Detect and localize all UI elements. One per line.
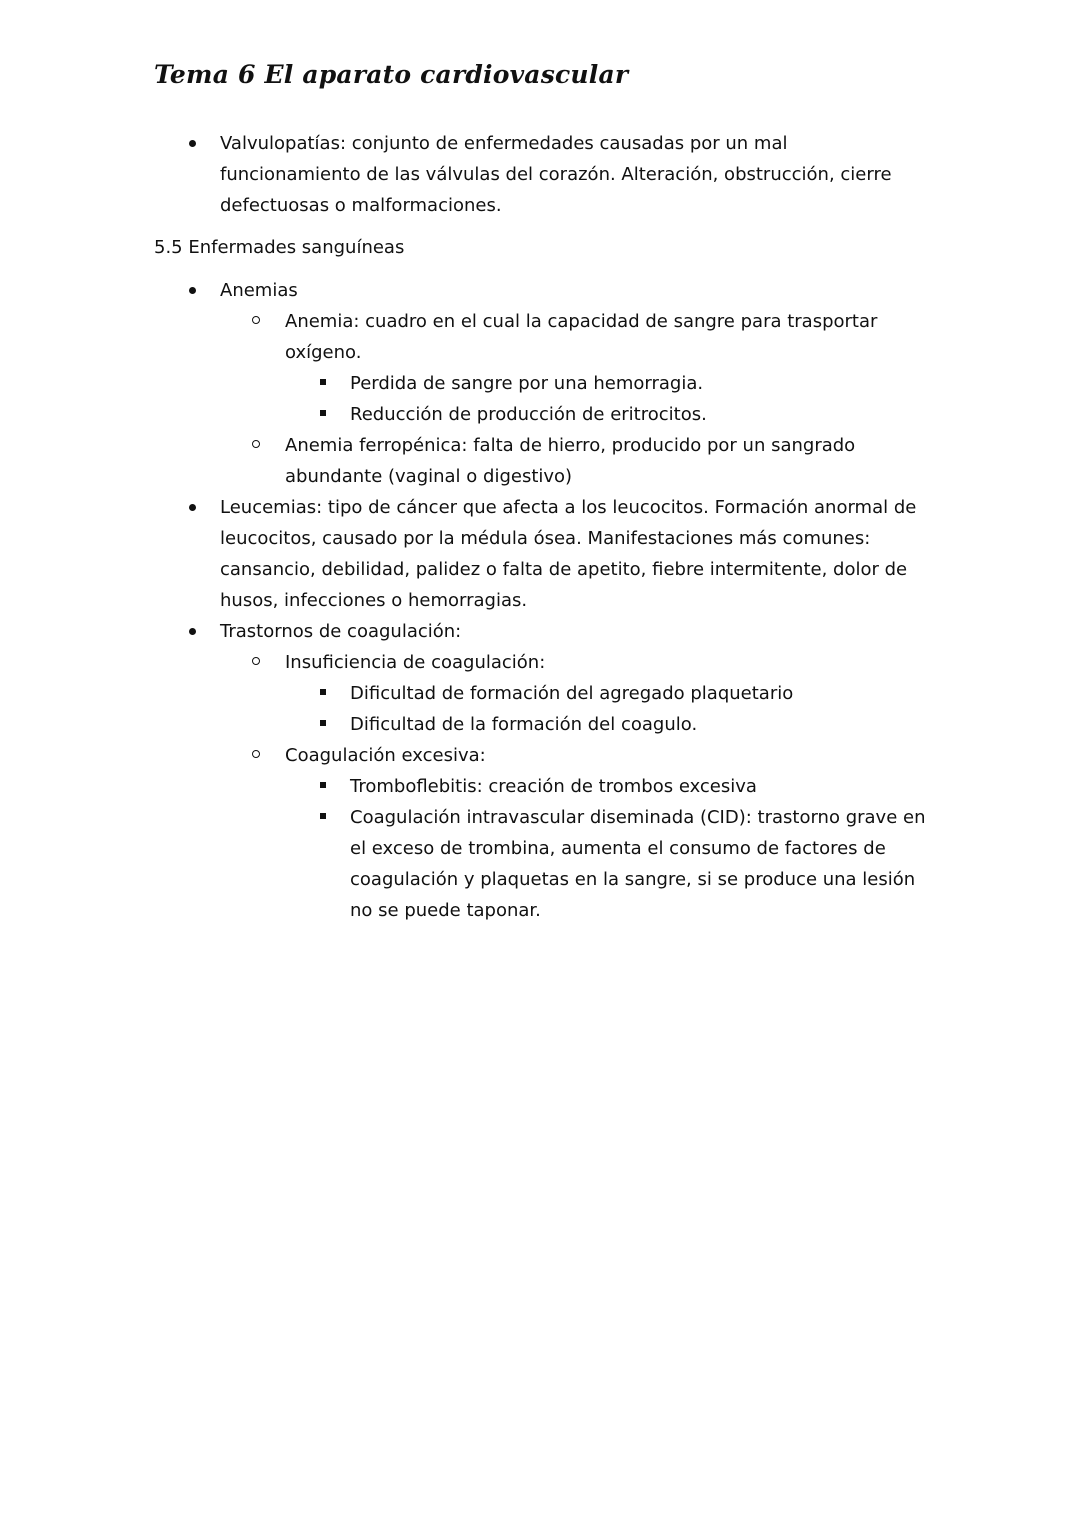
square-bullet-icon [320, 813, 326, 819]
document-body [0, 128, 1080, 926]
list-item-trastornos [220, 616, 926, 926]
point-item-text: Perdida de sangre por una hemorragia. [350, 373, 704, 394]
circle-bullet-icon [252, 750, 260, 758]
page-title: Tema 6 El aparato cardiovascular [154, 60, 629, 89]
sublist-item-text: Coagulación excesiva: [285, 745, 486, 766]
circle-bullet-icon [252, 316, 260, 324]
sublist-item [285, 647, 885, 740]
point-item-text: Tromboflebitis: creación de trombos excesiva [350, 776, 757, 797]
square-bullet-icon [320, 379, 326, 385]
list-item-anemias [220, 275, 926, 492]
diseases-list [0, 275, 1080, 926]
sublist-item [285, 306, 885, 430]
square-bullet-icon [320, 689, 326, 695]
circle-bullet-icon [252, 657, 260, 665]
point-item [350, 368, 885, 399]
circle-bullet-icon [252, 440, 260, 448]
list-item-text: Valvulopatías: conjunto de enfermedades causadas por un mal funcionamiento de las válvulas del corazón. Alteración, obstrucción, cierre defectuosas o malformaciones. [220, 133, 892, 216]
list-item-text: Leucemias: tipo de cáncer que afecta a los leucocitos. Formación anormal de leucocitos, causado por la médula ósea. Manifestaciones más comunes: cansancio, debilidad, palidez o falta de apetito, fiebre intermitente, dolor de husos, infecciones o hemorragias. [220, 497, 917, 611]
list-item-leucemias [220, 492, 926, 616]
sublist-item-text: Anemia ferropénica: falta de hierro, producido por un sangrado abundante (vaginal o digestivo) [285, 435, 856, 487]
sublist-anemias [220, 306, 926, 492]
square-bullet-icon [320, 410, 326, 416]
list-item-text: Anemias [220, 280, 298, 301]
square-bullet-icon [320, 782, 326, 788]
list-item-text: Trastornos de coagulación: [220, 621, 462, 642]
point-list [285, 678, 885, 740]
sublist-item [285, 740, 926, 926]
point-item [350, 678, 885, 709]
bullet-icon [189, 287, 196, 294]
bullet-icon [189, 504, 196, 511]
point-item-text: Dificultad de formación del agregado plaquetario [350, 683, 794, 704]
sublist-coagulacion [220, 647, 926, 926]
sublist-item [285, 430, 885, 492]
point-list [285, 771, 926, 926]
point-item [350, 399, 885, 430]
bullet-icon [189, 628, 196, 635]
point-item-text: Reducción de producción de eritrocitos. [350, 404, 707, 425]
section-heading: 5.5 Enfermades sanguíneas [154, 237, 405, 258]
point-item-text: Dificultad de la formación del coagulo. [350, 714, 698, 735]
sublist-item-text: Anemia: cuadro en el cual la capacidad de sangre para trasportar oxígeno. [285, 311, 878, 363]
point-item-text: Coagulación intravascular diseminada (CID): trastorno grave en el exceso de trombina, aumenta el consumo de factores de coagulación y plaquetas en la sangre, si se produce una lesión no se puede taponar. [350, 807, 926, 921]
point-item [350, 709, 885, 740]
point-list [285, 368, 885, 430]
square-bullet-icon [320, 720, 326, 726]
intro-list [0, 128, 1080, 221]
point-item [350, 802, 930, 926]
bullet-icon [189, 140, 196, 147]
sublist-item-text: Insuficiencia de coagulación: [285, 652, 546, 673]
list-item-valvulopatias [220, 128, 926, 221]
point-item [350, 771, 885, 802]
